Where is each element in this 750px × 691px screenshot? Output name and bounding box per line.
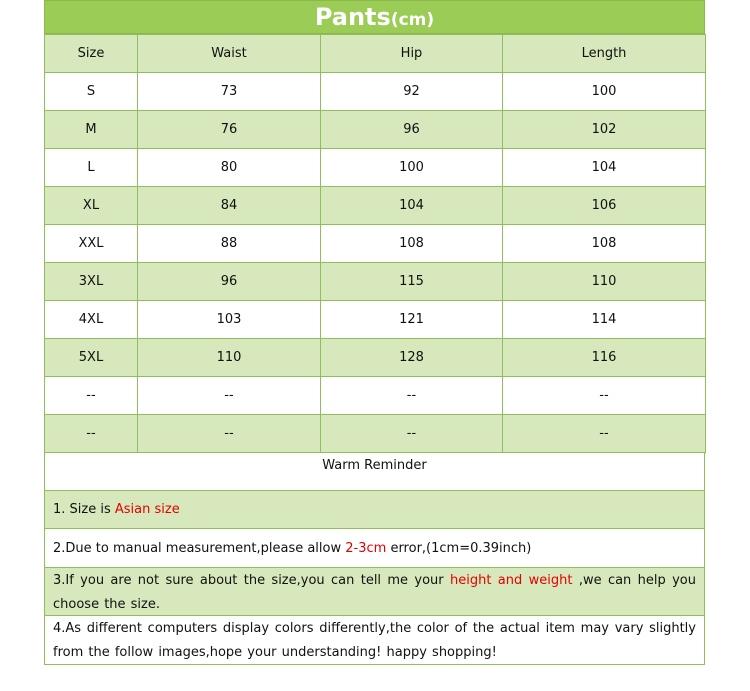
cell-hip: 128 (321, 339, 503, 377)
cell-size: 4XL (45, 301, 138, 339)
cell-length: -- (503, 415, 706, 453)
cell-hip: 92 (321, 73, 503, 111)
cell-waist: 96 (138, 263, 321, 301)
chart-title (44, 0, 705, 34)
table-row (45, 149, 706, 187)
cell-waist: 76 (138, 111, 321, 149)
cell-size: XL (45, 187, 138, 225)
note-2-text: 2.Due to manual measurement,please allow (53, 541, 346, 556)
cell-waist: 80 (138, 149, 321, 187)
cell-hip: 96 (321, 111, 503, 149)
size-chart (44, 0, 705, 665)
cell-hip: -- (321, 415, 503, 453)
cell-length: -- (503, 377, 706, 415)
table-row (45, 339, 706, 377)
cell-hip: 100 (321, 149, 503, 187)
warm-reminder-section (44, 453, 705, 665)
chart-title-unit: (cm) (390, 10, 435, 30)
table-row (45, 187, 706, 225)
note-1-text: 1. Size is (53, 502, 115, 517)
cell-length: 108 (503, 225, 706, 263)
cell-hip: 104 (321, 187, 503, 225)
cell-hip: -- (321, 377, 503, 415)
cell-waist: 110 (138, 339, 321, 377)
table-row (45, 73, 706, 111)
cell-size: 5XL (45, 339, 138, 377)
cell-waist: -- (138, 415, 321, 453)
table-row (45, 111, 706, 149)
cell-length: 104 (503, 149, 706, 187)
cell-size: S (45, 73, 138, 111)
cell-length: 110 (503, 263, 706, 301)
size-table (44, 34, 706, 453)
note-3-text: 3.If you are not sure about the size,you can tell me your (53, 573, 451, 588)
reminder-note-3 (44, 568, 705, 616)
note-2-highlight: 2-3cm (345, 541, 387, 556)
header-length: Length (503, 35, 706, 73)
cell-hip: 108 (321, 225, 503, 263)
table-row (45, 377, 706, 415)
cell-length: 116 (503, 339, 706, 377)
header-size: Size (45, 35, 138, 73)
cell-size: -- (45, 415, 138, 453)
table-row (45, 263, 706, 301)
table-row (45, 415, 706, 453)
cell-waist: 84 (138, 187, 321, 225)
note-3-highlight: height and weight (450, 573, 573, 588)
cell-length: 102 (503, 111, 706, 149)
header-waist: Waist (138, 35, 321, 73)
reminder-heading: Warm Reminder (44, 453, 705, 491)
note-4-text: 4.As different computers display colors differently,the color of the actual item may vary slightly from the follow images,hope your understanding! happy shopping! (53, 621, 696, 660)
reminder-note-4 (44, 616, 705, 665)
header-hip: Hip (321, 35, 503, 73)
cell-waist: 73 (138, 73, 321, 111)
cell-size: 3XL (45, 263, 138, 301)
cell-waist: -- (138, 377, 321, 415)
cell-length: 106 (503, 187, 706, 225)
cell-size: XXL (45, 225, 138, 263)
cell-length: 100 (503, 73, 706, 111)
note-1-highlight: Asian size (114, 502, 180, 517)
table-header-row (45, 35, 706, 73)
reminder-note-2 (44, 529, 705, 568)
table-row (45, 225, 706, 263)
cell-waist: 103 (138, 301, 321, 339)
cell-length: 114 (503, 301, 706, 339)
chart-title-main: Pants (314, 3, 391, 31)
reminder-note-1 (44, 491, 705, 529)
cell-hip: 121 (321, 301, 503, 339)
cell-size: L (45, 149, 138, 187)
cell-size: M (45, 111, 138, 149)
table-row (45, 301, 706, 339)
cell-waist: 88 (138, 225, 321, 263)
cell-hip: 115 (321, 263, 503, 301)
cell-size: -- (45, 377, 138, 415)
note-2-suffix: error,(1cm=0.39inch) (386, 541, 532, 556)
note-3-suffix: ,we can help you choose the size. (53, 573, 697, 612)
